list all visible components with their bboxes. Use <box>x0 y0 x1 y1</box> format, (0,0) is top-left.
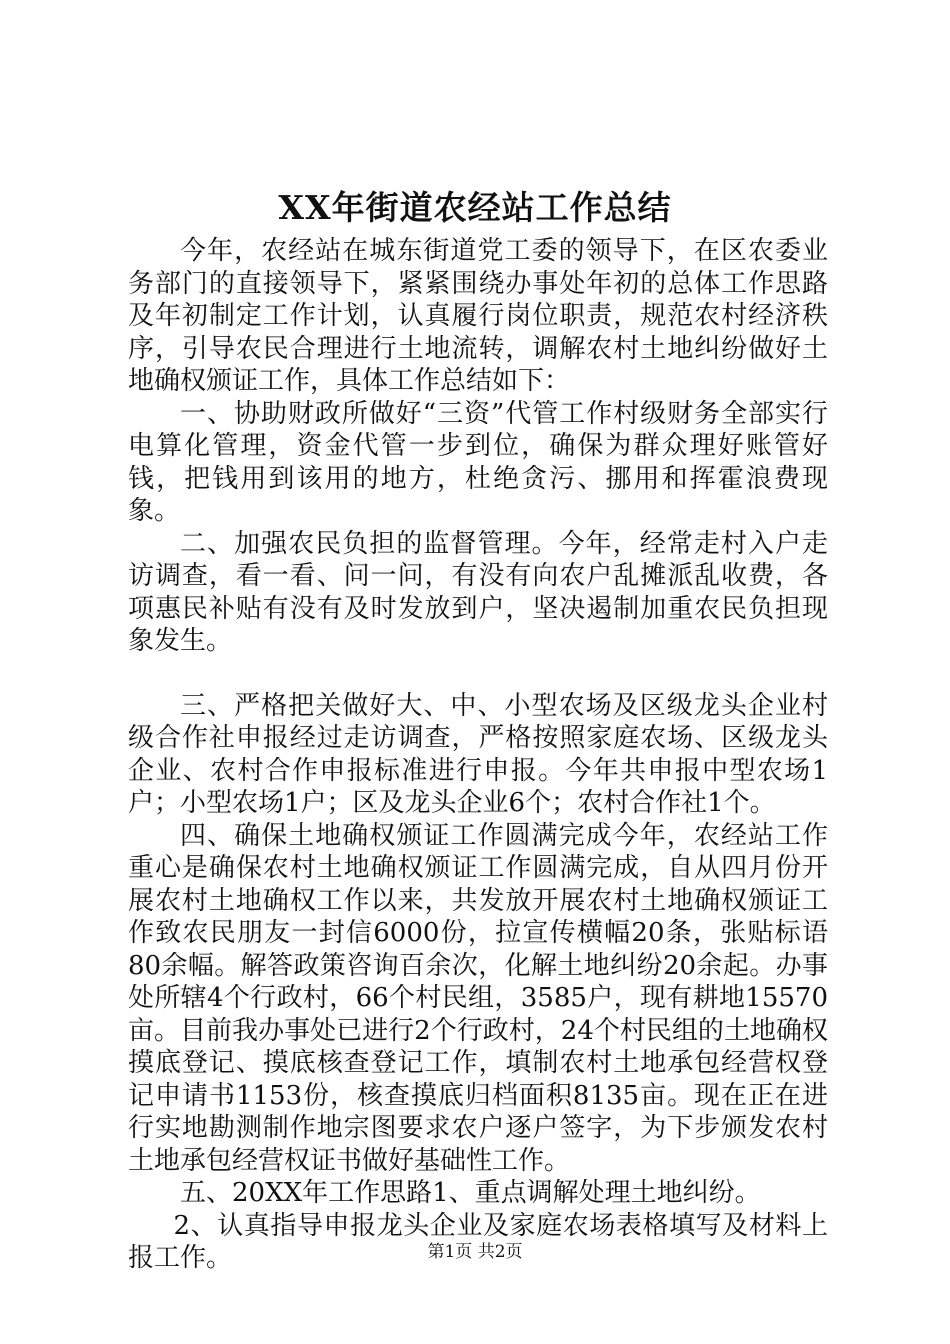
section-two-paragraph: 二、加强农民负担的监督管理。今年，经常走村入户走访调查，看一看、问一问，有没有向农户乱摊派乱收费，各项惠民补贴有没有及时发放到户，坚决遏制加重农民负担现象发生。 <box>128 528 828 656</box>
work-item-two-paragraph: 2、认真指导申报龙头企业及家庭农场表格填写及材料上报工作。 <box>128 1210 828 1273</box>
section-five-paragraph: 五、20XX年工作思路1、重点调解处理土地纠纷。 <box>180 1178 761 1208</box>
section-one-paragraph: 一、协助财政所做好“三资”代管工作村级财务全部实行电算化管理，资金代管一步到位，确保为群众理好账管好钱，把钱用到该用的地方，杜绝贪污、挪用和挥霍浪费现象。 <box>128 398 828 526</box>
section-three-paragraph: 三、严格把关做好大、中、小型农场及区级龙头企业村级合作社申报经过走访调查，严格按照家庭农场、区级龙头企业、农村合作申报标准进行申报。今年共申报中型农场1户；小型农场1户；区及龙头企业6个；农村合作社1个。 <box>128 690 828 818</box>
section-four-paragraph: 四、确保土地确权颁证工作圆满完成今年，农经站工作重心是确保农村土地确权颁证工作圆满完成，自从四月份开展农村土地确权工作以来，共发放开展农村土地确权颁证工作致农民朋友一封信6000份，拉宣传横幅20条，张贴标语80余幅。解答政策咨询百余次，化解土地纠纷20余起。办事处所辖4个行政村，66个村民组，3585户，现有耕地15570亩。目前我办事处已进行2个行政村，24个村民组的土地确权摸底登记、摸底核查登记工作，填制农村土地承包经营权登记申请书1153份，核查摸底归档面积8135亩。现在正在进行实地勘测制作地宗图要求农户逐户签字，为下步颁发农村土地承包经营权证书做好基础性工作。 <box>128 820 828 1176</box>
intro-paragraph: 今年，农经站在城东街道党工委的领导下，在区农委业务部门的直接领导下，紧紧围绕办事处年初的总体工作思路及年初制定工作计划，认真履行岗位职责，规范农村经济秩序，引导农民合理进行土地流转，调解农村土地纠纷做好土地确权颁证工作，具体工作总结如下： <box>128 236 828 396</box>
page-number-footer: 第1页 共2页 <box>427 1242 523 1262</box>
document-body <box>128 235 828 1275</box>
document-title: XX年街道农经站工作总结 <box>278 188 672 227</box>
